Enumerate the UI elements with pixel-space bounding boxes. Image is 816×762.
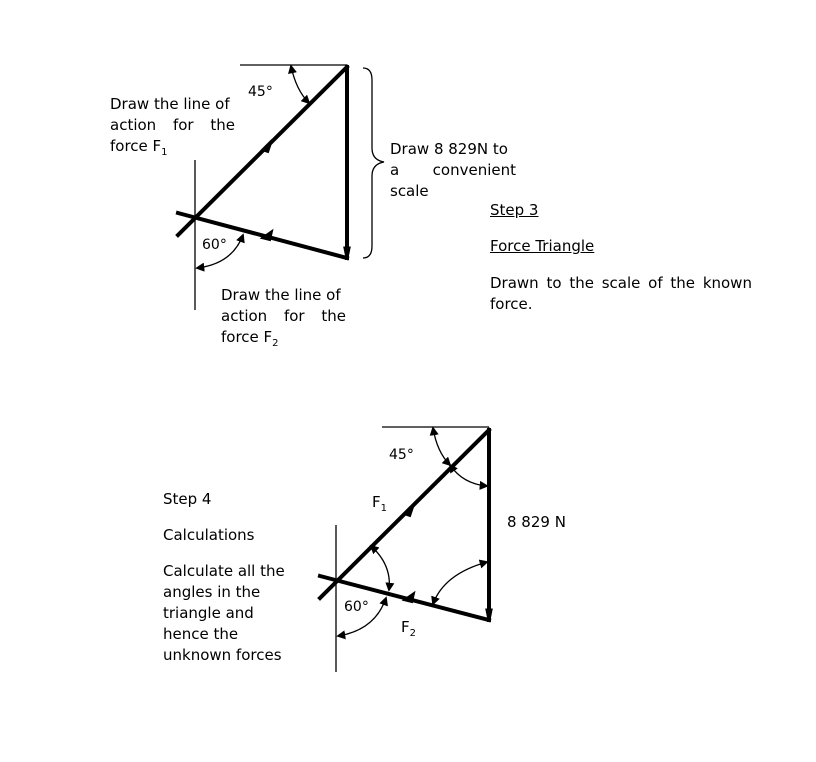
step3-f1-line-2	[110, 115, 235, 136]
step3-description-word: the	[569, 274, 594, 292]
step4-f2-letter: F	[401, 618, 410, 636]
step4-description-line: angles in the	[163, 583, 261, 601]
step3-scale-brace	[363, 68, 384, 258]
step4-f1-direction-arrow	[404, 504, 414, 516]
step4-angle-60-label: 60°	[344, 599, 369, 615]
step4-heading: Step 4	[163, 490, 212, 508]
step3-angle-45-label: 45°	[248, 84, 273, 100]
step4-f2-label	[401, 617, 416, 644]
step3-title: Force Triangle	[490, 237, 595, 255]
step3-description-word: the	[670, 274, 696, 292]
step3-f1-line-3	[110, 136, 235, 163]
step3-description-word: to	[546, 274, 562, 292]
step3-load-direction-arrow	[345, 248, 349, 258]
step3-f1-instruction	[110, 94, 235, 163]
step3-f2-line-2	[221, 306, 346, 327]
step3-angle-60-label: 60°	[202, 237, 227, 253]
step3-f1-direction-arrow	[262, 140, 272, 152]
step3-f2-instruction	[221, 285, 346, 354]
step3-f2-word: action	[221, 307, 268, 325]
step3-f2-subscript: 2	[272, 338, 279, 349]
step3-scale-note-line-1: Draw 8 829N to	[390, 140, 508, 158]
step3-f1-word: the	[210, 116, 235, 134]
step3-description-word: known	[702, 274, 752, 292]
step4-load-label: 8 829 N	[507, 513, 566, 531]
step3-heading: Step 3	[490, 201, 539, 219]
step3-f1-word: action	[110, 116, 157, 134]
step3-scale-word: a	[390, 161, 400, 179]
step3-f2-line-1: Draw the line of	[221, 286, 341, 304]
step3-f2-word: for	[283, 307, 305, 325]
step4-angle-arc-45	[433, 428, 450, 465]
step4-f2-subscript: 2	[409, 628, 417, 639]
step3-scale-note	[390, 139, 516, 202]
step3-description-word: scale	[601, 274, 641, 292]
step4-description-line: triangle and	[163, 604, 254, 622]
step4-angle-arc-bottom-inner	[433, 562, 487, 604]
step4-f1-subscript: 1	[380, 503, 388, 514]
step3-f2-word: the	[321, 307, 346, 325]
step4-title: Calculations	[163, 526, 255, 544]
step4-load-direction-arrow	[487, 610, 491, 620]
step3-scale-note-line-3: scale	[390, 182, 429, 200]
step3-f1-word: for	[172, 116, 194, 134]
step4-angle-arc-left-inner	[371, 546, 389, 590]
step4-description-line: unknown forces	[163, 646, 282, 664]
step3-scale-word: convenient	[432, 161, 516, 179]
step3-f1-force-label: force F	[110, 137, 162, 155]
step3-description-word: Drawn	[490, 274, 539, 292]
step3-scale-note-line-2	[390, 160, 516, 181]
step3-description	[490, 273, 752, 315]
step3-f2-line-3	[221, 327, 346, 354]
step3-description-word: of	[648, 274, 663, 292]
step4-f1-letter: F	[372, 493, 381, 511]
step3-description-line-1	[490, 273, 752, 294]
step4-description-line: Calculate all the	[163, 562, 285, 580]
step3-angle-arc-45	[291, 66, 309, 103]
step3-description-line-2: force.	[490, 295, 533, 313]
step4-angle-arc-top-inner	[450, 465, 487, 486]
step4-f1-label	[372, 492, 387, 519]
step3-f1-line-1: Draw the line of	[110, 95, 230, 113]
step4-angle-45-label: 45°	[389, 447, 414, 463]
step4-description	[163, 561, 285, 666]
step3-f1-subscript: 1	[161, 147, 168, 158]
step3-f2-force-label: force F	[221, 328, 273, 346]
step4-description-line: hence the	[163, 625, 239, 643]
